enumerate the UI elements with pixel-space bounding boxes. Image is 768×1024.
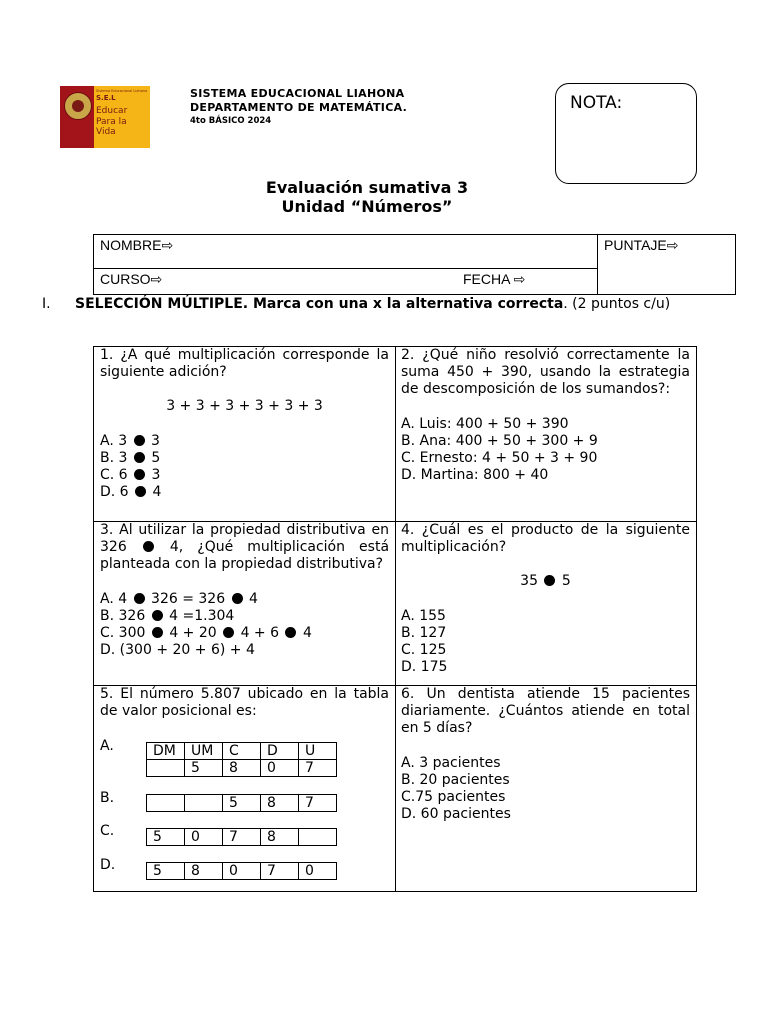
question-3-option-d[interactable]: D. (300 + 20 + 6) + 4 bbox=[100, 642, 255, 659]
pv-cell: 7 bbox=[299, 795, 337, 812]
question-2-option-d[interactable]: D. Martina: 800 + 40 bbox=[401, 467, 549, 484]
place-value-table-d[interactable] bbox=[146, 862, 337, 880]
question-1-option-d[interactable] bbox=[100, 484, 389, 501]
logo-small-text: Sistema Educacional Liahona bbox=[96, 89, 148, 93]
score-label: PUNTAJE⇨ bbox=[604, 237, 679, 253]
questions-grid bbox=[93, 346, 697, 892]
question-2 bbox=[401, 347, 690, 484]
question-4-prompt: 4. ¿Cuál es el producto de la siguiente multiplicación? bbox=[401, 522, 690, 556]
multiply-dot-icon bbox=[223, 627, 234, 638]
option-text: 326 = 326 bbox=[151, 590, 226, 607]
option-text: A. 4 bbox=[100, 590, 128, 607]
pv-cell bbox=[185, 795, 223, 812]
pv-cell: 0 bbox=[261, 760, 299, 777]
question-5-prompt: 5. El número 5.807 ubicado en la tabla de valor posicional es: bbox=[100, 686, 389, 720]
option-text: D. 6 bbox=[100, 484, 129, 501]
question-3 bbox=[100, 522, 389, 659]
pv-cell bbox=[147, 760, 185, 777]
question-2-prompt: 2. ¿Qué niño resolvió correctamente la suma 450 + 390, usando la estrategia de descomposición de los sumandos?: bbox=[401, 347, 690, 398]
expression-text: 35 bbox=[520, 573, 538, 590]
name-label: NOMBRE⇨ bbox=[100, 237, 174, 253]
question-1 bbox=[100, 347, 389, 501]
question-6-option-b[interactable]: B. 20 pacientes bbox=[401, 771, 510, 788]
question-3-option-c[interactable] bbox=[100, 625, 389, 642]
logo-sel: S.E.L bbox=[96, 94, 116, 102]
expression-text: 5 bbox=[561, 573, 571, 590]
question-5-option-a-label[interactable]: A. bbox=[100, 738, 114, 754]
question-6-option-a[interactable]: A. 3 pacientes bbox=[401, 754, 501, 771]
question-5-option-d-label[interactable]: D. bbox=[100, 857, 116, 873]
document-subtitle: Unidad “Números” bbox=[281, 197, 453, 216]
question-6-prompt: 6. Un dentista atiende 15 pacientes diariamente. ¿Cuántos atiende en total en 5 días? bbox=[401, 686, 690, 737]
pv-cell: 7 bbox=[299, 760, 337, 777]
question-4 bbox=[401, 522, 690, 676]
logo-seal-icon bbox=[64, 92, 92, 120]
multiply-dot-icon bbox=[134, 452, 145, 463]
option-text: 4 + 20 bbox=[169, 625, 217, 642]
section-number: I. bbox=[42, 296, 51, 312]
multiply-dot-icon bbox=[152, 610, 163, 621]
score-field[interactable] bbox=[597, 234, 736, 295]
place-value-table-b[interactable] bbox=[146, 794, 337, 812]
question-5-option-b-label[interactable]: B. bbox=[100, 790, 115, 806]
question-6 bbox=[401, 686, 690, 823]
option-text: 4 bbox=[302, 625, 312, 642]
question-4-option-a[interactable]: A. 155 bbox=[401, 607, 446, 624]
logo-motto: Educar Para la Vida bbox=[96, 106, 128, 137]
pv-header: UM bbox=[185, 743, 223, 760]
question-4-option-b[interactable]: B. 127 bbox=[401, 624, 447, 641]
question-2-option-b[interactable]: B. Ana: 400 + 50 + 300 + 9 bbox=[401, 432, 598, 449]
question-3-option-b[interactable] bbox=[100, 608, 389, 625]
pv-header: C bbox=[223, 743, 261, 760]
grid-divider-vertical bbox=[395, 347, 396, 891]
header-school-name: SISTEMA EDUCACIONAL LIAHONA bbox=[190, 87, 405, 100]
question-5-option-c-label[interactable]: C. bbox=[100, 823, 115, 839]
option-text: 4 bbox=[249, 590, 258, 607]
question-4-option-c[interactable]: C. 125 bbox=[401, 642, 447, 659]
option-text: C. 300 bbox=[100, 625, 146, 642]
question-3-prompt bbox=[100, 522, 389, 574]
option-text: C. 6 bbox=[100, 467, 128, 484]
question-4-option-d[interactable]: D. 175 bbox=[401, 659, 448, 676]
question-2-option-c[interactable]: C. Ernesto: 4 + 50 + 3 + 90 bbox=[401, 450, 598, 467]
multiply-dot-icon bbox=[544, 575, 555, 586]
name-field[interactable] bbox=[93, 234, 598, 269]
pv-cell bbox=[299, 829, 337, 846]
multiply-dot-icon bbox=[232, 593, 243, 604]
pv-cell: 7 bbox=[261, 863, 299, 880]
question-1-option-b[interactable] bbox=[100, 450, 389, 467]
option-text: 5 bbox=[151, 449, 161, 466]
pv-cell: 0 bbox=[185, 829, 223, 846]
course-label: CURSO⇨ bbox=[100, 271, 163, 287]
option-text: A. 3 bbox=[100, 432, 128, 449]
multiply-dot-icon bbox=[134, 435, 145, 446]
question-3-option-a[interactable] bbox=[100, 591, 389, 608]
pv-cell: 5 bbox=[223, 795, 261, 812]
pv-cell: 0 bbox=[223, 863, 261, 880]
pv-cell: 8 bbox=[185, 863, 223, 880]
place-value-table-a[interactable] bbox=[146, 742, 337, 777]
pv-cell: 0 bbox=[299, 863, 337, 880]
grade-box[interactable] bbox=[555, 83, 697, 184]
prompt-text: 3. Al utilizar la propiedad distributiva en 326 bbox=[100, 522, 389, 556]
question-1-expression: 3 + 3 + 3 + 3 + 3 + 3 bbox=[166, 398, 323, 415]
section-instructions-points: . (2 puntos c/u) bbox=[563, 296, 671, 312]
multiply-dot-icon bbox=[134, 469, 145, 480]
course-field[interactable] bbox=[93, 268, 598, 295]
question-1-option-a[interactable] bbox=[100, 433, 389, 450]
pv-cell: 8 bbox=[261, 795, 299, 812]
question-1-option-c[interactable] bbox=[100, 467, 389, 484]
option-text: B. 326 bbox=[100, 607, 146, 624]
pv-cell: 5 bbox=[147, 829, 185, 846]
prompt-text: 4, ¿Qué multiplicación está planteada con la propiedad distributiva? bbox=[100, 539, 390, 573]
pv-cell bbox=[147, 795, 185, 812]
multiply-dot-icon bbox=[285, 627, 296, 638]
pv-cell: 5 bbox=[185, 760, 223, 777]
school-logo bbox=[60, 86, 150, 148]
section-instructions bbox=[75, 296, 716, 313]
place-value-table-c[interactable] bbox=[146, 828, 337, 846]
pv-cell: 8 bbox=[261, 829, 299, 846]
header-grade-year: 4to BÁSICO 2024 bbox=[190, 116, 272, 126]
document-title: Evaluación sumativa 3 bbox=[265, 178, 469, 197]
option-text: 3 bbox=[151, 432, 160, 449]
option-text: 3 bbox=[151, 467, 161, 484]
option-text: 4 + 6 bbox=[240, 625, 280, 642]
question-5 bbox=[100, 686, 389, 720]
pv-cell: 7 bbox=[223, 829, 261, 846]
pv-cell: 5 bbox=[147, 863, 185, 880]
question-4-expression bbox=[401, 573, 690, 590]
option-text: B. 3 bbox=[100, 449, 128, 466]
multiply-dot-icon bbox=[143, 541, 154, 552]
multiply-dot-icon bbox=[135, 486, 146, 497]
option-text: 4 bbox=[152, 484, 162, 501]
question-6-option-d[interactable]: D. 60 pacientes bbox=[401, 806, 511, 823]
section-instructions-bold: SELECCIÓN MÚLTIPLE. Marca con una x la alternativa correcta bbox=[75, 296, 564, 312]
pv-header: DM bbox=[147, 743, 185, 760]
pv-header: U bbox=[299, 743, 337, 760]
option-text: 4 =1.304 bbox=[169, 607, 235, 624]
question-6-option-c[interactable]: C.75 pacientes bbox=[401, 789, 506, 806]
multiply-dot-icon bbox=[134, 593, 145, 604]
grade-label: NOTA: bbox=[570, 93, 623, 113]
header-department: DEPARTAMENTO DE MATEMÁTICA. bbox=[190, 101, 408, 114]
question-1-prompt: 1. ¿A qué multiplicación corresponde la siguiente adición? bbox=[100, 347, 389, 381]
pv-cell: 8 bbox=[223, 760, 261, 777]
multiply-dot-icon bbox=[152, 627, 163, 638]
pv-header: D bbox=[261, 743, 299, 760]
question-2-option-a[interactable]: A. Luis: 400 + 50 + 390 bbox=[401, 415, 569, 432]
date-label: FECHA ⇨ bbox=[463, 271, 526, 287]
